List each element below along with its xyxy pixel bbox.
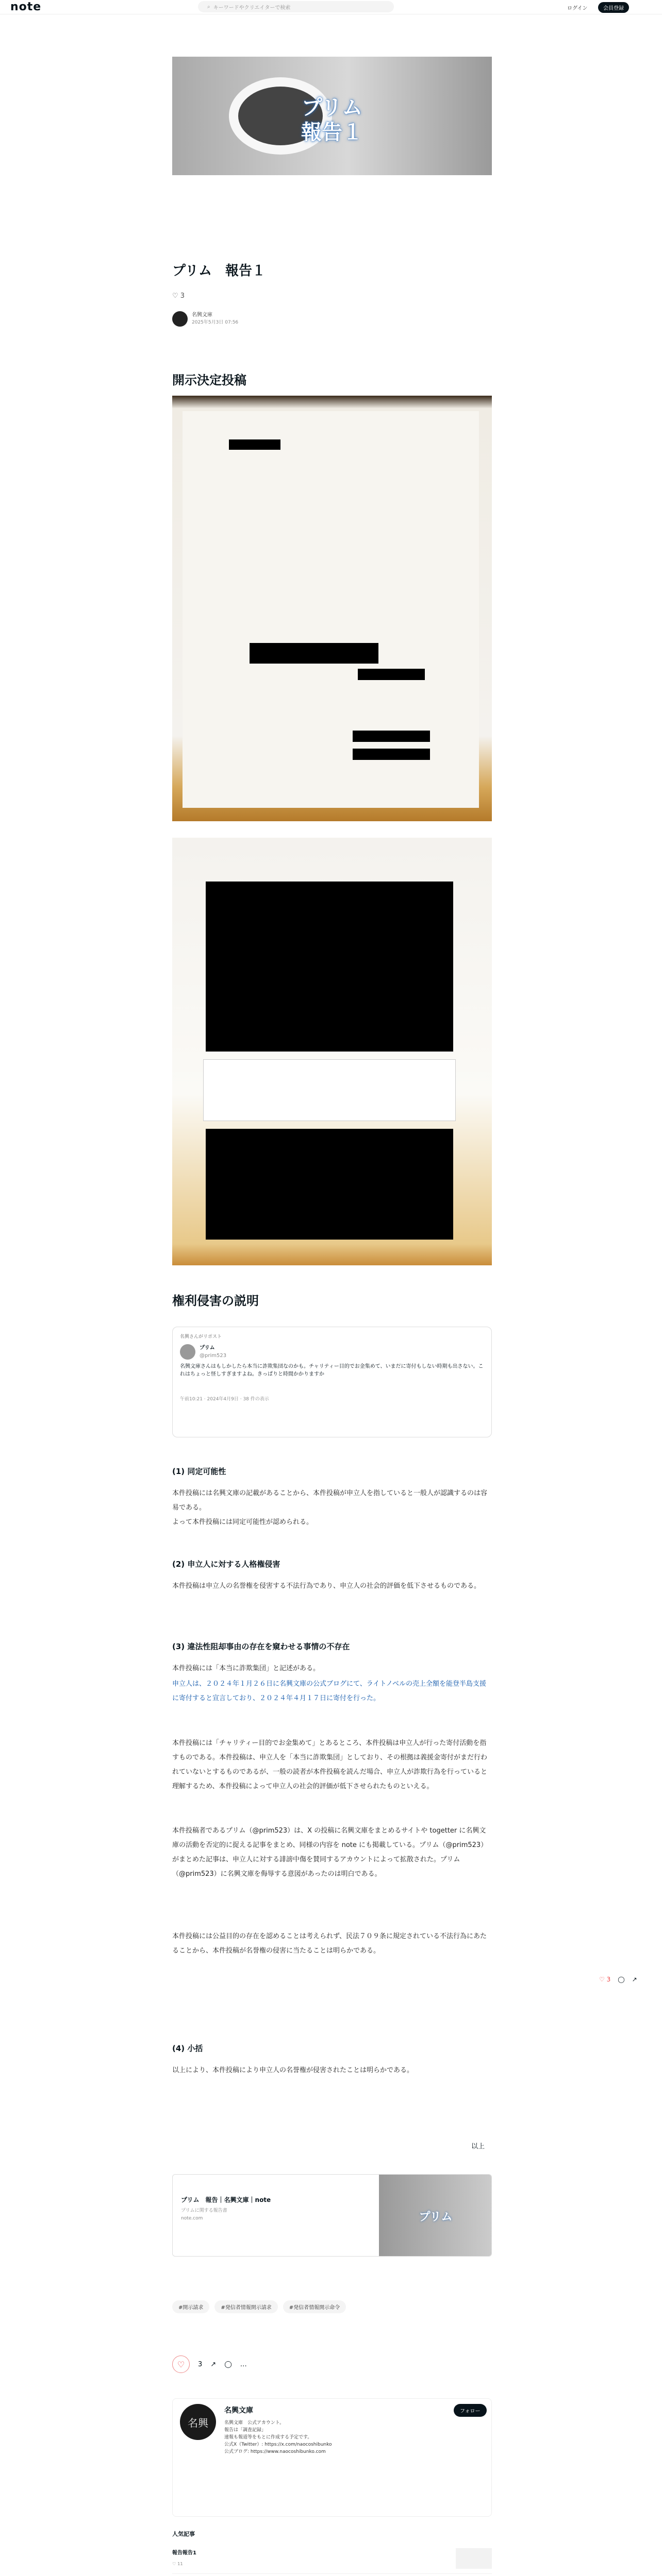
hero-image — [172, 57, 492, 175]
list-item[interactable]: 報告報告1 ♡ 11 — [172, 2544, 492, 2574]
login-button[interactable]: ログイン — [567, 6, 588, 11]
creator-card — [172, 2398, 492, 2517]
subsection-title: (4) 小括 — [172, 2044, 203, 2053]
paragraph: 本件投稿には公益目的の存在を認めることは考えられず、民法７０９条に規定されている不法行為にあたることから、本件投稿が名誉権の侵害に当たることは明らかである。 — [172, 1933, 487, 1955]
post-date: 2025年5月3日 07:56 — [192, 320, 239, 325]
embedded-tweet[interactable] — [172, 1327, 492, 1437]
heart-icon[interactable]: ♡ 3 — [599, 1976, 611, 1983]
popular-articles — [172, 2530, 492, 2576]
paragraph: 申立人は、２０２４年１月２６日に名興文庫の公式ブログにて、ライトノベルの売上全額を能登半島支援に寄付すると宣言しており、２０２４年４月１７日に寄付を行った。 — [172, 1680, 487, 1702]
article-title: プリム 報告１ — [172, 263, 266, 279]
closing-text: 以上 — [471, 2143, 485, 2150]
disclosure-document-image[interactable] — [172, 396, 492, 821]
list-item[interactable] — [172, 2574, 492, 2576]
subsection-title: (3) 違法性阻却事由の存在を窺わせる事情の不存在 — [172, 1642, 350, 1651]
tweet-name[interactable]: プリム — [200, 1345, 215, 1351]
search-input[interactable] — [198, 1, 394, 12]
signup-button[interactable]: 会員登録 — [598, 2, 629, 13]
comment-icon[interactable]: ◯ — [618, 1976, 625, 1983]
link-title: プリム 報告｜名興文庫｜note — [181, 2196, 271, 2204]
subsection-title: (1) 同定可能性 — [172, 1467, 226, 1476]
paragraph: 本件投稿には名興文庫の記載があることから、本件投稿が申立人を指していると一般人が認識するのは容易である。 よって本件投稿には同定可能性が認められる。 — [172, 1489, 488, 1526]
tweet-meta: 午前10:21 · 2024年4月9日 · 38 件の表示 — [180, 1397, 269, 1402]
creator-avatar[interactable]: 名興 — [180, 2404, 216, 2440]
link-thumbnail: プリム — [379, 2175, 492, 2257]
note-logo[interactable]: note — [10, 1, 42, 13]
paragraph: 本件投稿には「本当に詐欺集団」と記述がある。 — [172, 1665, 320, 1672]
tweet-text: 名興文庫さんはもしかしたら本当に詐欺集団なのかも。チャリティー目的でお金集めて、いまだに寄付もしない時期も出さない。これはちょっと怪しすぎますよね。きっぱりと時間かかりますか — [180, 1364, 484, 1377]
like-button[interactable] — [172, 2355, 190, 2373]
section-title: 権利侵害の説明 — [172, 1294, 259, 1308]
tag[interactable]: #開示請求 — [172, 2300, 209, 2313]
posting-record-image[interactable] — [172, 838, 492, 1265]
heart-icon: ♡ — [177, 2359, 185, 2369]
repost-label: 名興さんがリポスト — [180, 1334, 222, 1340]
paragraph: 本件投稿には「チャリティー目的でお金集めて」とあるところ、本件投稿は申立人が行った寄付活動を指すものである。本件投稿は、申立人を「本当に詐欺集団」としており、その根拠は義援金寄付がまだ行われていないとするものであるが、一般の読者が本件投稿を読んだ場合、申立人が詐欺行為を行っていると理解するため、本件投稿によって申立人の社会的評価が低下させられたものといえる。 — [172, 1739, 488, 1790]
comment-icon[interactable]: ◯ — [224, 2360, 232, 2368]
section-title: 開示決定投稿 — [172, 373, 246, 387]
like-count[interactable]: ♡ 3 — [172, 292, 185, 300]
paragraph: 本件投稿は申立人の名誉権を侵害する不法行為であり、申立人の社会的評価を低下させるものである。 — [172, 1582, 481, 1590]
search-icon: ⌕ — [207, 4, 210, 10]
creator-name[interactable]: 名興文庫 — [224, 2406, 253, 2415]
header — [0, 0, 662, 14]
tweet-handle[interactable]: @prim523 — [200, 1353, 227, 1359]
creator-description: 名興文庫 公式アカウント。 報告は「調査記録」 速報も報道等をもとに作成する予定です。 公式X（Twitter）: https://x.com/naocoshibunko 公式ブログ: https://www.naocoshibunko.com — [224, 2420, 332, 2454]
paragraph: 本件投稿者であるプリム（@prim523）は、X の投稿に名興文庫をまとめるサイトや togetter に名興文庫の活動を否定的に捉える記事をまとめ、同様の内容を note にも掲載している。プリム（@prim523）がまとめた記事は、申立人に対する誹謗中傷を賛同するアカウントによって拡散された。プリム（@prim523）に名興文庫を侮辱する意図があったのは明白である。 — [172, 1827, 488, 1878]
search-placeholder: キーワードやクリエイターで検索 — [213, 5, 291, 11]
tag-list — [172, 2300, 346, 2313]
follow-button[interactable]: フォロー — [454, 2404, 487, 2417]
like-count: 3 — [198, 2360, 203, 2368]
avatar[interactable] — [172, 311, 188, 327]
avatar[interactable] — [180, 1344, 195, 1360]
share-icon[interactable]: ↗ — [632, 1976, 637, 1983]
link-sub: プリムに関する報告書 — [181, 2208, 227, 2213]
author-name[interactable]: 名興文庫 — [192, 312, 212, 318]
link-card[interactable] — [172, 2174, 492, 2257]
paragraph: 以上により、本件投稿により申立人の名誉権が侵害されたことは明らかである。 — [172, 2066, 414, 2074]
document-paper — [183, 411, 479, 808]
tag[interactable]: #発信者情報開示命令 — [283, 2300, 346, 2313]
popular-title: 人気記事 — [172, 2531, 195, 2537]
hero-title: プリム 報告１ — [301, 96, 363, 144]
author-row[interactable] — [172, 311, 238, 327]
link-url: note.com — [181, 2216, 203, 2221]
share-icon[interactable]: ↗ — [210, 2360, 217, 2368]
tag[interactable]: #発信者情報開示請求 — [214, 2300, 277, 2313]
floating-action-bar — [599, 1976, 637, 1983]
action-bar — [172, 2355, 247, 2373]
subsection-title: (2) 申立人に対する人格権侵害 — [172, 1560, 280, 1569]
more-icon[interactable]: … — [240, 2360, 247, 2368]
